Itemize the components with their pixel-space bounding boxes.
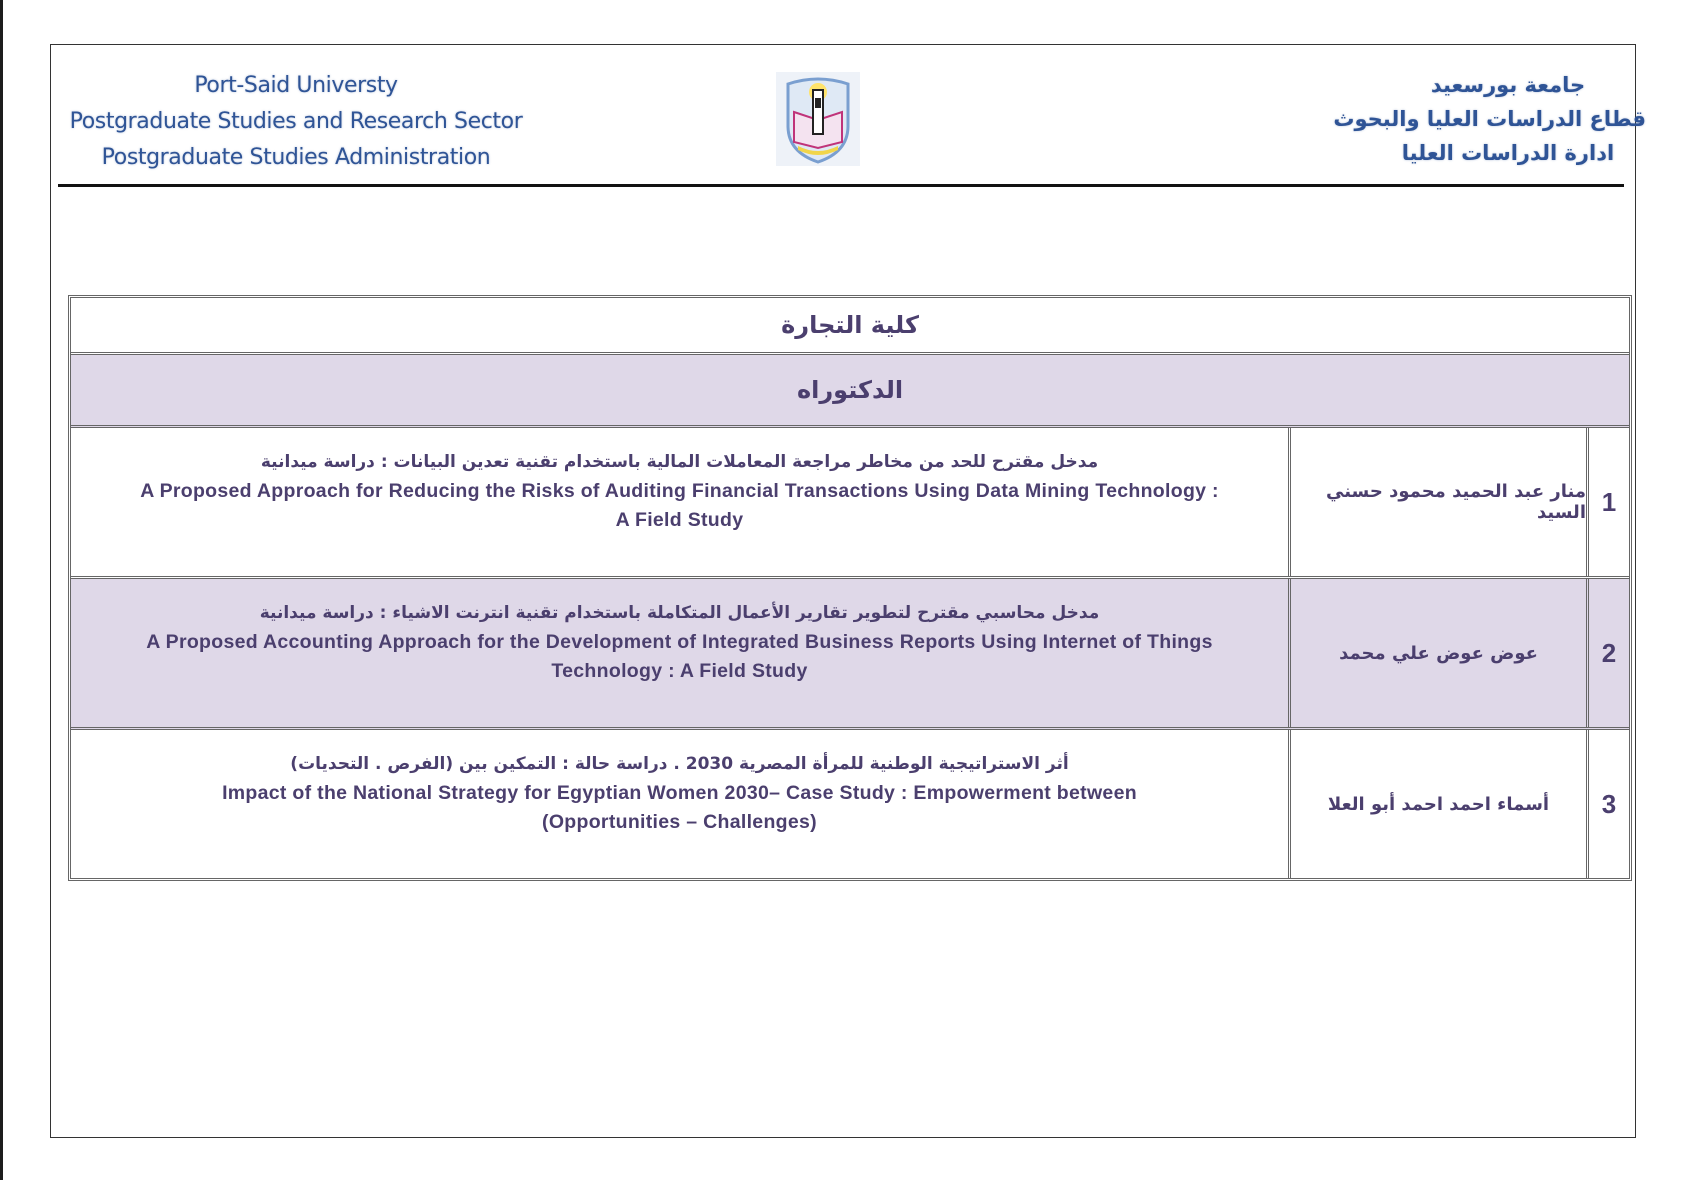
thesis-title-en-line: (Opportunities – Challenges) (542, 810, 817, 833)
table-row (71, 428, 1629, 579)
thesis-title-en-line: Technology : A Field Study (551, 659, 808, 682)
thesis-title-cell (71, 579, 1291, 727)
header-arabic (1333, 68, 1646, 170)
page-edge (0, 0, 3, 1180)
thesis-title-en-line: A Proposed Approach for Reducing the Risks of Auditing Financial Transactions Using Data Mining Technology : (140, 479, 1219, 502)
university-crest-icon (776, 72, 860, 166)
header-divider (58, 184, 1624, 187)
row-number: 3 (1601, 788, 1617, 819)
student-name: عوض عوض علي محمد (1291, 579, 1589, 727)
table-row (71, 730, 1629, 878)
thesis-title-en-line: Impact of the National Strategy for Egyptian Women 2030– Case Study : Empowerment between (222, 781, 1137, 804)
row-number: 2 (1601, 637, 1617, 668)
table-row (71, 579, 1629, 730)
theses-table (68, 295, 1632, 881)
header-english (66, 68, 526, 176)
row-number: 1 (1601, 486, 1617, 517)
thesis-title-ar: مدخل محاسبي مقترح لتطوير تقارير الأعمال المتكاملة باستخدام تقنية انترنت الاشياء : دراسة ميدانية (259, 602, 1100, 623)
student-name: منار عبد الحميد محمود حسني السيد (1291, 428, 1589, 576)
administration-name-ar: ادارة الدراسات العليا (1401, 141, 1615, 165)
thesis-title-cell (71, 428, 1291, 576)
university-name-ar: جامعة بورسعيد (1430, 73, 1586, 97)
sector-name-ar: قطاع الدراسات العليا والبحوث (1333, 107, 1646, 131)
thesis-title-cell (71, 730, 1291, 878)
student-name: أسماء احمد احمد أبو العلا (1291, 730, 1589, 878)
degree-heading: الدكتوراه (71, 355, 1629, 428)
faculty-heading: كلية التجارة (71, 298, 1629, 355)
thesis-title-ar: أثر الاستراتيجية الوطنية للمرأة المصرية 2030 . دراسة حالة : التمكين بين (الفرص . التحديات) (290, 753, 1069, 774)
thesis-title-ar: مدخل مقترح للحد من مخاطر مراجعة المعاملات المالية باستخدام تقنية تعدين البيانات : دراسة ميدانية (260, 451, 1099, 472)
administration-name-en: Postgraduate Studies Administration (101, 145, 491, 170)
thesis-title-en-line: A Proposed Accounting Approach for the Development of Integrated Business Reports Using Internet of Things (146, 630, 1213, 653)
university-name-en: Port-Said Universty (194, 73, 398, 98)
sector-name-en: Postgraduate Studies and Research Sector (69, 109, 523, 134)
thesis-title-en-line: A Field Study (615, 508, 744, 531)
